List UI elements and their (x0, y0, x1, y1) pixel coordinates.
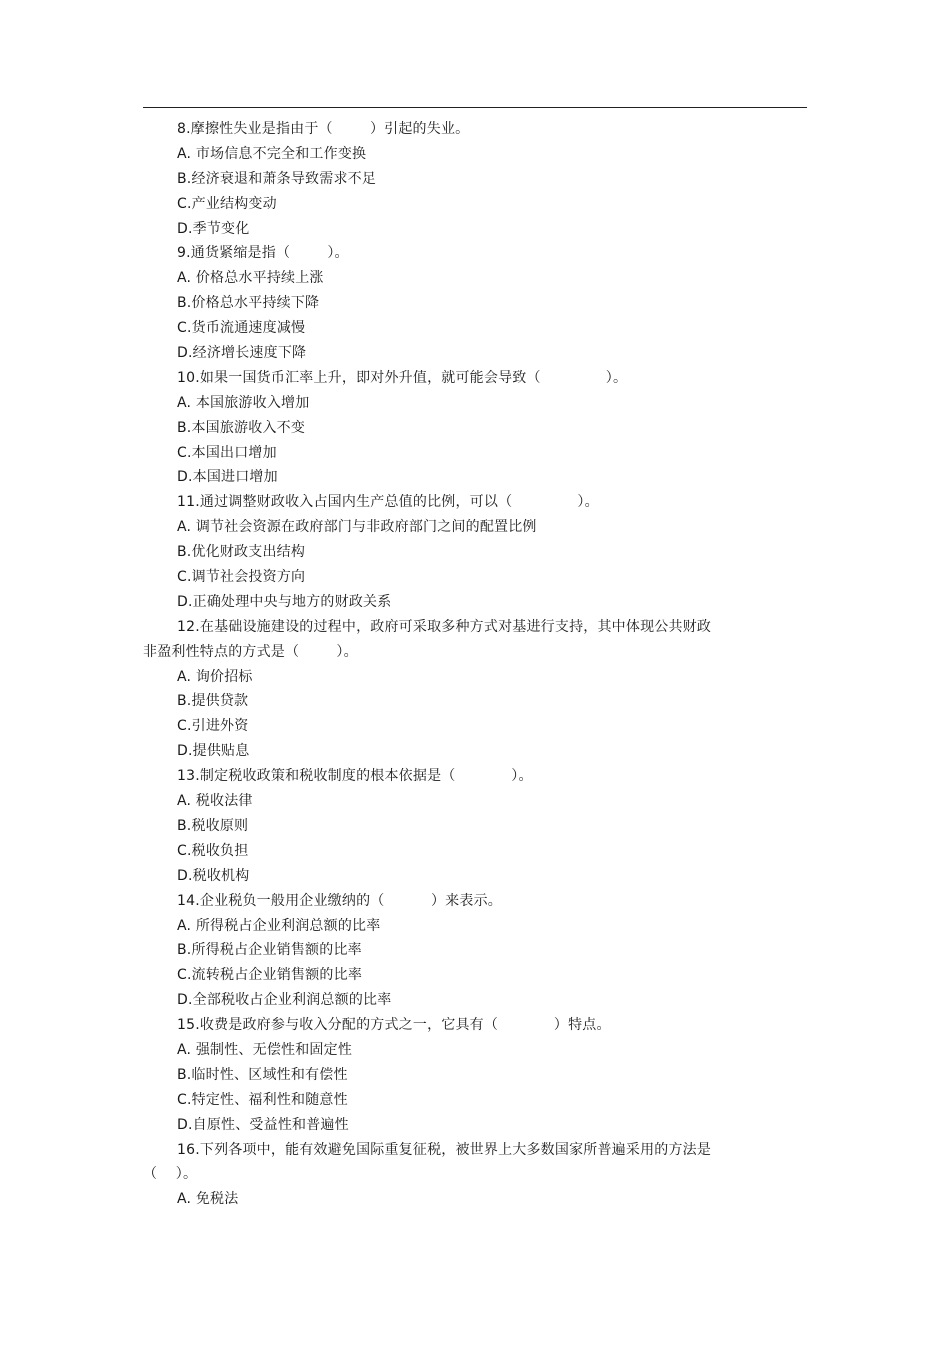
header-rule (143, 107, 807, 108)
question-11-option-c: C.调节社会投资方向 (177, 569, 306, 586)
question-12-stem: 12.在基础设施建设的过程中，政府可采取多种方式对基进行支持，其中体现公共财政 (177, 618, 712, 635)
question-10-option-c: C.本国出口增加 (177, 444, 277, 461)
question-15-option-a: A. 强制性、无偿性和固定性 (177, 1041, 353, 1058)
question-12-option-c: C.引进外资 (177, 718, 249, 735)
question-11-option-d: D.正确处理中央与地方的财政关系 (177, 593, 392, 610)
question-13-option-c: C.税收负担 (177, 842, 249, 859)
question-10-option-a: A. 本国旅游收入增加 (177, 394, 310, 411)
question-16-stem: 16.下列各项中，能有效避免国际重复征税，被世界上大多数国家所普遍采用的方法是 (177, 1141, 712, 1158)
question-16-stem-continued: （ ）。 (143, 1166, 198, 1183)
question-8-option-c: C.产业结构变动 (177, 195, 277, 212)
question-14-option-c: C.流转税占企业销售额的比率 (177, 967, 363, 984)
question-8-option-d: D.季节变化 (177, 220, 250, 237)
question-12-stem-continued: 非盈利性特点的方式是（ ）。 (143, 643, 358, 660)
question-8-stem: 8.摩擦性失业是指由于（ ）引起的失业。 (177, 121, 470, 137)
question-15-option-d: D.自原性、受益性和普遍性 (177, 1116, 349, 1133)
question-14-option-b: B.所得税占企业销售额的比率 (177, 942, 362, 959)
question-16-option-a: A. 免税法 (177, 1191, 239, 1208)
question-10-option-b: B.本国旅游收入不变 (177, 419, 306, 436)
question-9-option-b: B.价格总水平持续下降 (177, 295, 320, 312)
question-9-option-a: A. 价格总水平持续上涨 (177, 270, 324, 287)
question-13-option-a: A. 税收法律 (177, 793, 253, 810)
question-10-option-d: D.本国进口增加 (177, 469, 278, 486)
question-12-option-d: D.提供贴息 (177, 743, 250, 760)
question-9-option-c: C.货币流通速度减慢 (177, 320, 306, 337)
question-13-option-d: D.税收机构 (177, 867, 250, 884)
question-12-option-a: A. 询价招标 (177, 668, 253, 685)
question-13-option-b: B.税收原则 (177, 817, 249, 834)
question-14-stem: 14.企业税负一般用企业缴纳的（ ）来表示。 (177, 892, 502, 909)
question-9-option-d: D.经济增长速度下降 (177, 345, 307, 362)
question-12-option-b: B.提供贷款 (177, 693, 249, 710)
question-10-stem: 10.如果一国货币汇率上升，即对外升值，就可能会导致（ ）。 (177, 369, 628, 386)
question-13-stem: 13.制定税收政策和税收制度的根本依据是（ ）。 (177, 768, 533, 785)
question-list (143, 117, 743, 1212)
question-11-stem: 11.通过调整财政收入占国内生产总值的比例，可以（ ）。 (177, 494, 599, 511)
question-9-stem: 9.通货紧缩是指（ ）。 (177, 245, 349, 262)
question-11-option-b: B.优化财政支出结构 (177, 544, 306, 561)
question-14-option-d: D.全部税收占企业利润总额的比率 (177, 992, 392, 1009)
question-8-option-b: B.经济衰退和萧条导致需求不足 (177, 170, 377, 187)
question-15-option-b: B.临时性、区域性和有偿性 (177, 1066, 348, 1083)
question-8-option-a: A. 市场信息不完全和工作变换 (177, 145, 367, 162)
question-15-stem: 15.收费是政府参与收入分配的方式之一，它具有（ ）特点。 (177, 1017, 611, 1034)
question-11-option-a: A. 调节社会资源在政府部门与非政府部门之间的配置比例 (177, 519, 537, 536)
question-14-option-a: A. 所得税占企业利润总额的比率 (177, 917, 381, 934)
question-15-option-c: C.特定性、福利性和随意性 (177, 1091, 348, 1108)
